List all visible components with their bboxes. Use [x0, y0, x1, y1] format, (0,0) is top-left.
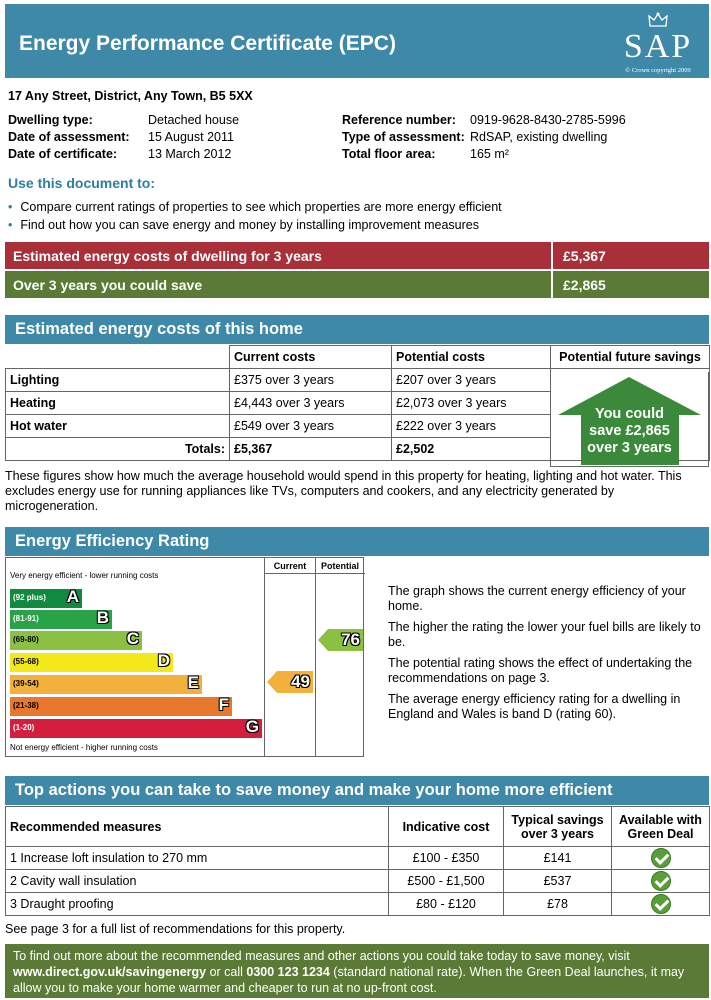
row-label: Heating [6, 392, 230, 415]
divider [264, 558, 265, 756]
current-column-header: Current [273, 561, 307, 571]
future-savings-cell [550, 372, 709, 467]
table-header-row [6, 346, 710, 369]
paragraph: The potential rating shows the effect of undertaking the recommendations on page 3. [388, 656, 693, 685]
use-document-title: Use this document to: [8, 175, 156, 191]
sap-logo-text: SAP [623, 28, 693, 65]
list-item: • Find out how you can save energy and money by installing improvement measures [8, 216, 502, 234]
info-value: 165 m² [470, 147, 509, 161]
actions-section-header [5, 776, 709, 805]
savings-arrow-text: You could save £2,865 over 3 years [587, 406, 672, 456]
info-row [342, 146, 626, 163]
crown-icon [648, 12, 668, 28]
info-value: 13 March 2012 [148, 147, 232, 161]
costs-section-title: Estimated energy costs of this home [15, 320, 303, 338]
table-row [6, 893, 710, 916]
potential-column-header: Potential [320, 561, 359, 571]
actions-table [5, 806, 710, 916]
column-header: Potential future savings [551, 346, 710, 369]
see-page-note: See page 3 for a full list of recommendations for this property. [5, 922, 346, 936]
info-label: Date of certificate: [8, 147, 118, 161]
efficient-label: Very energy efficient - lower running costs [10, 571, 159, 580]
measure-name: 1 Increase loft insulation to 270 mm [6, 847, 389, 870]
band-d: (55-68) D [10, 653, 173, 672]
info-label: Dwelling type: [8, 113, 93, 127]
header-bar [5, 4, 709, 78]
info-row [8, 129, 239, 146]
divider [551, 242, 553, 269]
indicative-cost: £100 - £350 [389, 847, 504, 870]
current-cost: £4,443 over 3 years [230, 392, 392, 415]
band-a: (92 plus) A [10, 589, 82, 608]
current-cost: £549 over 3 years [230, 415, 392, 438]
info-label: Type of assessment: [342, 130, 465, 144]
potential-rating: 76 [318, 629, 363, 651]
measure-name: 3 Draught proofing [6, 893, 389, 916]
column-header: Available with Green Deal [612, 807, 710, 847]
indicative-cost: £80 - £120 [389, 893, 504, 916]
table-row [6, 870, 710, 893]
totals-current: £5,367 [230, 438, 392, 461]
column-header: Typical savings over 3 years [504, 807, 612, 847]
table-header-row [6, 807, 710, 847]
costs-note: These figures show how much the average household would spend in this property for heating, lighting and hot water. This excludes energy use for running appliances like TVs, computers and cookers, and any electricity generated by microgeneration. [5, 469, 682, 513]
savings-value: £2,865 [563, 277, 606, 293]
column-header: Recommended measures [6, 807, 389, 847]
list-item: • Compare current ratings of properties to see which properties are more energy efficient [8, 198, 502, 216]
typical-saving: £537 [504, 870, 612, 893]
savingenergy-link[interactable]: www.direct.gov.uk/savingenergy [13, 965, 207, 979]
footer-text: To find out more about the recommended measures and other actions you could take today to save money, visit [13, 949, 630, 963]
info-value: 0919-9628-8430-2785-5996 [470, 113, 626, 127]
typical-saving: £141 [504, 847, 612, 870]
info-row [342, 112, 626, 129]
info-value: 15 August 2011 [148, 130, 234, 144]
band-f: (21-38) F [10, 697, 232, 716]
check-icon [651, 871, 671, 891]
estimated-cost-label: Estimated energy costs of dwelling for 3 years [13, 248, 322, 264]
info-label: Total floor area: [342, 147, 436, 161]
info-row [8, 146, 239, 163]
band-e: (39-54) E [10, 675, 202, 694]
info-value: RdSAP, existing dwelling [470, 130, 608, 144]
inefficient-label: Not energy efficient - higher running costs [10, 743, 158, 752]
costs-section-header [5, 315, 709, 344]
footer-text: (standard national rate). When the Green Deal launches, it may allow you to make your home warmer and cheaper to run at no up-front cost. [13, 965, 685, 995]
potential-cost: £207 over 3 years [392, 369, 551, 392]
estimated-cost-value: £5,367 [563, 248, 606, 264]
paragraph: The higher the rating the lower your fuel bills are likely to be. [388, 620, 701, 649]
efficiency-chart [5, 557, 364, 757]
row-label: Hot water [6, 415, 230, 438]
column-header: Potential costs [392, 346, 551, 369]
crown-copyright: © Crown copyright 2009 [625, 67, 691, 74]
info-value: Detached house [148, 113, 240, 127]
page-title: Energy Performance Certificate (EPC) [19, 32, 396, 55]
property-address: 17 Any Street, District, Any Town, B5 5XX [8, 89, 253, 103]
potential-cost: £222 over 3 years [392, 415, 551, 438]
paragraph: The average energy efficiency rating for a dwelling in England and Wales is band D (rating 60). [388, 692, 681, 721]
paragraph: The graph shows the current energy efficiency of your home. [388, 584, 686, 613]
typical-saving: £78 [504, 893, 612, 916]
divider [265, 573, 365, 574]
measure-name: 2 Cavity wall insulation [6, 870, 389, 893]
divider [315, 558, 316, 756]
band-g: (1-20) G [10, 719, 262, 738]
info-label: Reference number: [342, 113, 456, 127]
info-left [8, 112, 239, 163]
footer-info-box: To find out more about the recommended measures and other actions you could take today to save money, visit www.direct.gov.uk/savingenergy or call 0300 123 1234 (standard national rate). When the Green Deal launches, it may allow you to make your home warmer and cheaper to run at no up-front cost. [5, 944, 709, 998]
current-cost: £375 over 3 years [230, 369, 392, 392]
estimated-cost-banner [5, 242, 709, 269]
column-header: Indicative cost [389, 807, 504, 847]
band-b: (81-91) B [10, 610, 112, 629]
sap-logo [612, 10, 704, 76]
totals-label: Totals: [6, 438, 230, 461]
totals-potential: £2,502 [392, 438, 551, 461]
efficiency-section-title: Energy Efficiency Rating [15, 532, 210, 550]
indicative-cost: £500 - £1,500 [389, 870, 504, 893]
info-label: Date of assessment: [8, 130, 130, 144]
current-rating: 49 [267, 671, 313, 693]
table-row [6, 847, 710, 870]
potential-cost: £2,073 over 3 years [392, 392, 551, 415]
check-icon [651, 848, 671, 868]
info-row [8, 112, 239, 129]
savings-label: Over 3 years you could save [13, 277, 203, 293]
savings-banner [5, 271, 709, 298]
efficiency-explanation [388, 584, 704, 728]
band-c: (69-80) C [10, 631, 142, 650]
column-header: Current costs [230, 346, 392, 369]
actions-section-title: Top actions you can take to save money and make your home more efficient [15, 781, 613, 799]
efficiency-section-header [5, 527, 709, 556]
info-row [342, 129, 626, 146]
info-right [342, 112, 626, 163]
check-icon [651, 894, 671, 914]
row-label: Lighting [6, 369, 230, 392]
divider [551, 271, 553, 298]
use-document-list [8, 198, 502, 234]
phone-number: 0300 123 1234 [246, 965, 330, 979]
